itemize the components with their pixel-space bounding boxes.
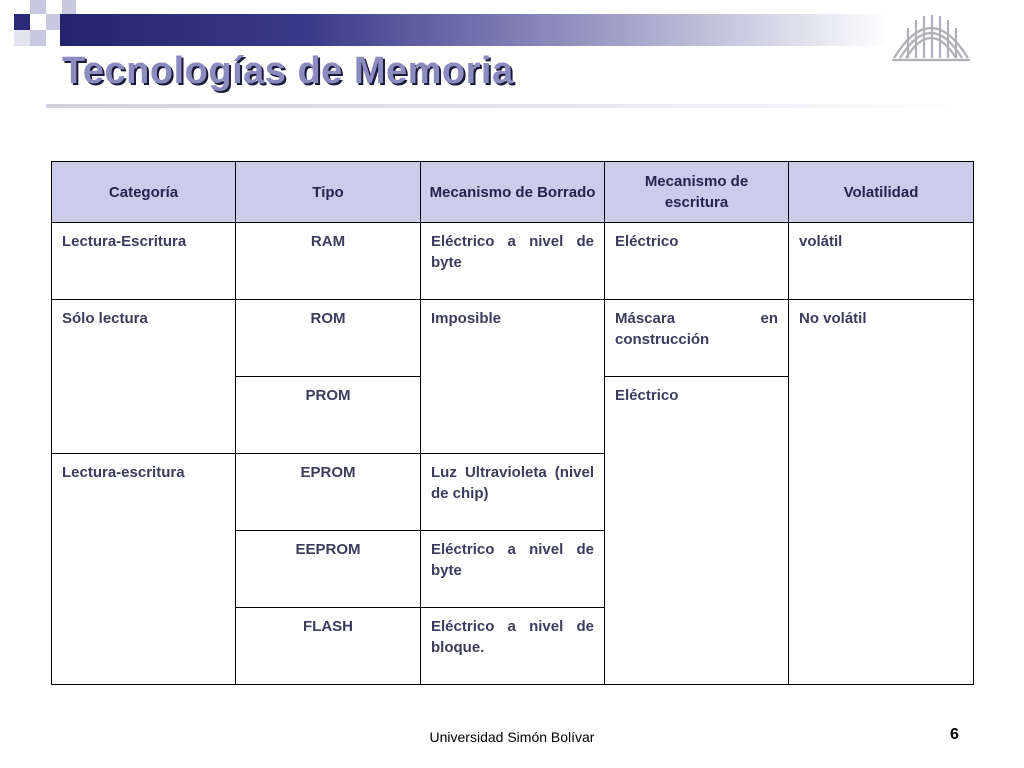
page-title: Tecnologías de Memoria (62, 50, 514, 92)
decor-square (14, 14, 30, 30)
cell-escritura: Máscara en construcción (605, 300, 789, 377)
footer-text: Universidad Simón Bolívar (429, 729, 595, 745)
cell-borrado: Eléctrico a nivel de byte (421, 531, 605, 608)
cell-borrado: Imposible (421, 300, 605, 454)
cell-tipo: PROM (236, 377, 421, 454)
decor-square (30, 30, 46, 46)
cell-borrado: Luz Ultravioleta (nivel de chip) (421, 454, 605, 531)
cell-categoria: Lectura-escritura (52, 454, 236, 685)
decor-square (30, 0, 46, 14)
cell-tipo: EEPROM (236, 531, 421, 608)
cell-tipo: RAM (236, 223, 421, 300)
table-row (52, 300, 974, 377)
memory-technologies-table (51, 161, 974, 685)
header-volatilidad: Volatilidad (789, 162, 974, 223)
cell-tipo: EPROM (236, 454, 421, 531)
table-row (52, 223, 974, 300)
table-header-row (52, 162, 974, 223)
page-number: 6 (950, 726, 959, 743)
cell-categoria: Sólo lectura (52, 300, 236, 454)
header-categoria: Categoría (52, 162, 236, 223)
decor-square (62, 0, 76, 14)
cell-categoria: Lectura-Escritura (52, 223, 236, 300)
university-logo-icon (886, 6, 976, 68)
header-mecanismo-borrado: Mecanismo de Borrado (421, 162, 605, 223)
cell-volatilidad: volátil (789, 223, 974, 300)
cell-tipo: ROM (236, 300, 421, 377)
decor-square (46, 14, 60, 30)
cell-escritura: Eléctrico (605, 377, 789, 685)
cell-borrado: Eléctrico a nivel de bloque. (421, 608, 605, 685)
cell-volatilidad: No volátil (789, 300, 974, 685)
cell-escritura: Eléctrico (605, 223, 789, 300)
cell-tipo: FLASH (236, 608, 421, 685)
cell-borrado: Eléctrico a nivel de byte (421, 223, 605, 300)
header-mecanismo-escritura: Mecanismo de escritura (605, 162, 789, 223)
header-gradient-bar (60, 14, 890, 46)
header-tipo: Tipo (236, 162, 421, 223)
title-underline (46, 104, 976, 108)
decor-square (14, 30, 30, 46)
